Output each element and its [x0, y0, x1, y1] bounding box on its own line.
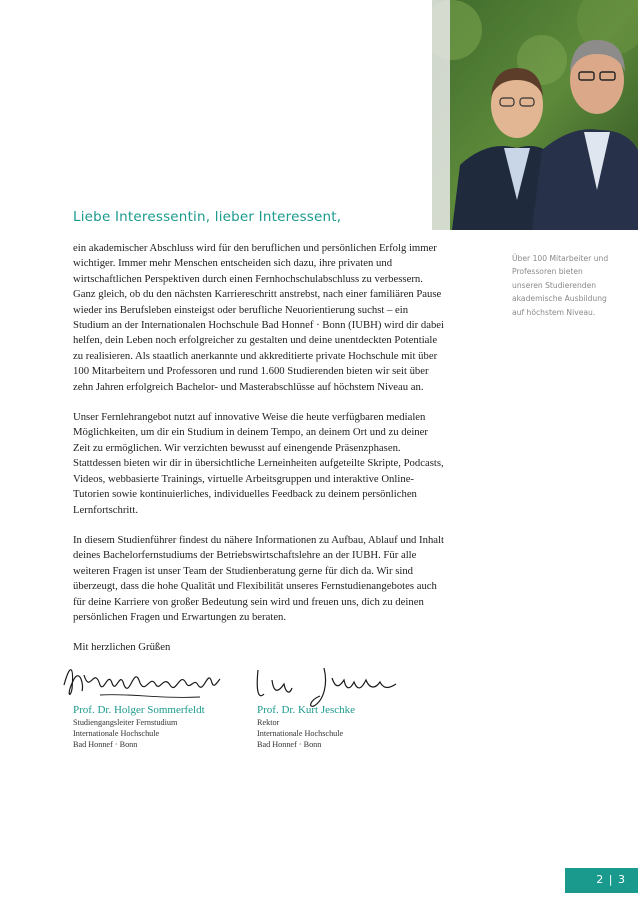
- signatory-1-role: Studiengangsleiter Fernstudium: [73, 718, 178, 727]
- letter-paragraph-3: In diesem Studienführer findest du nähere Informationen zu Aufbau, Ablauf und Inhalt deines Bachelorfernstudiums der Betriebswirtschaftslehre an der IUBH. Für alle weiteren Fragen ist unser Team der Studienberatung gerne für dich da. Wir sind überzeugt, dass die hohe Qualität und Flexibilität unseres Fernstudienangebotes auch für deine Karriere von großer Bedeutung sein wird und freuen uns, dich zu deinen persönlichen Fragen und Erwartungen zu beraten.: [73, 533, 444, 623]
- letter-paragraph-2: Unser Fernlehrangebot nutzt auf innovative Weise die heute verfügbaren medialen Möglichkeiten, um dir ein Studium in deinem Tempo, an deinem Ort und zu deiner Zeit zu ermöglichen. Wir verzichten bewusst auf einengende Präsenzphasen. Stattdessen bieten wir dir in übersichtliche Lerneinheiten aufgeteilte Skripte, Podcasts, Videos, webbasierte Trainings, virtuelle Arbeitsgruppen und interaktive Online-Tutorien sowie kontinuierliches, individuelles Feedback zu deinem persönlichen Lernfortschritt.: [73, 411, 444, 516]
- signatory-1-institution: Internationale Hochschule: [73, 729, 160, 739]
- header-photo: [432, 0, 638, 230]
- signature-jeschke-image: [250, 660, 410, 710]
- signatory-2-location: Bad Honnef · Bonn: [257, 740, 322, 750]
- page-number-badge: [565, 868, 638, 893]
- signatory-1-details: [73, 717, 177, 751]
- signatory-2-institution: Internationale Hochschule: [257, 729, 344, 739]
- signatory-2-name: Prof. Dr. Kurt Jeschke: [257, 704, 356, 716]
- signatory-1-name: Prof. Dr. Holger Sommerfeldt: [73, 704, 205, 716]
- letter-closing: Mit herzlichen Grüßen: [73, 641, 171, 654]
- signatory-2-role: Rektor: [257, 718, 280, 727]
- signature-jeschke: [250, 660, 410, 710]
- letter-body: [73, 241, 445, 671]
- letter-paragraph-1: ein akademischer Abschluss wird für den beruflichen und persönlichen Erfolg immer wichtiger. Immer mehr Menschen entscheiden sich dazu, ihre privaten und wirtschaftlichen Perspektiven durch einen Fernhochschulabschluss zu verbessern. Ganz gleich, ob du den nächsten Karriereschritt anstrebst, nach einer familiären Pause wieder ins Berufsleben einsteigst oder berufliche Neuorientierung suchst – ein Studium an der Internationalen Hochschule Bad Honnef · Bonn (IUBH) wird dir dabei helfen, dein Leben noch erfolgreicher zu gestalten und deine unentdeckten Potentiale zu realisieren. Als staatlich anerkannte und akkreditierte private Hochschule mit über 100 Mitarbeitern und Professoren und rund 1.600 Studierenden bieten wir seit über zehn Jahren erfolgreich Bachelor- und Masterabschlüsse auf höchstem Niveau an.: [73, 242, 444, 393]
- sidenote: Über 100 Mitarbeiter und Professoren bieten unseren Studierenden akademische Ausbildung auf höchstem Niveau.: [512, 254, 609, 317]
- signature-sommerfeldt-image: [60, 655, 225, 707]
- page-number: 2 | 3: [596, 873, 626, 886]
- greeting-heading: Liebe Interessentin, lieber Interessent,: [73, 209, 342, 225]
- portrait-illustration: [432, 0, 638, 230]
- signature-sommerfeldt: [60, 655, 225, 707]
- signatory-2-details: [257, 717, 343, 751]
- signatory-1-location: Bad Honnef · Bonn: [73, 740, 138, 750]
